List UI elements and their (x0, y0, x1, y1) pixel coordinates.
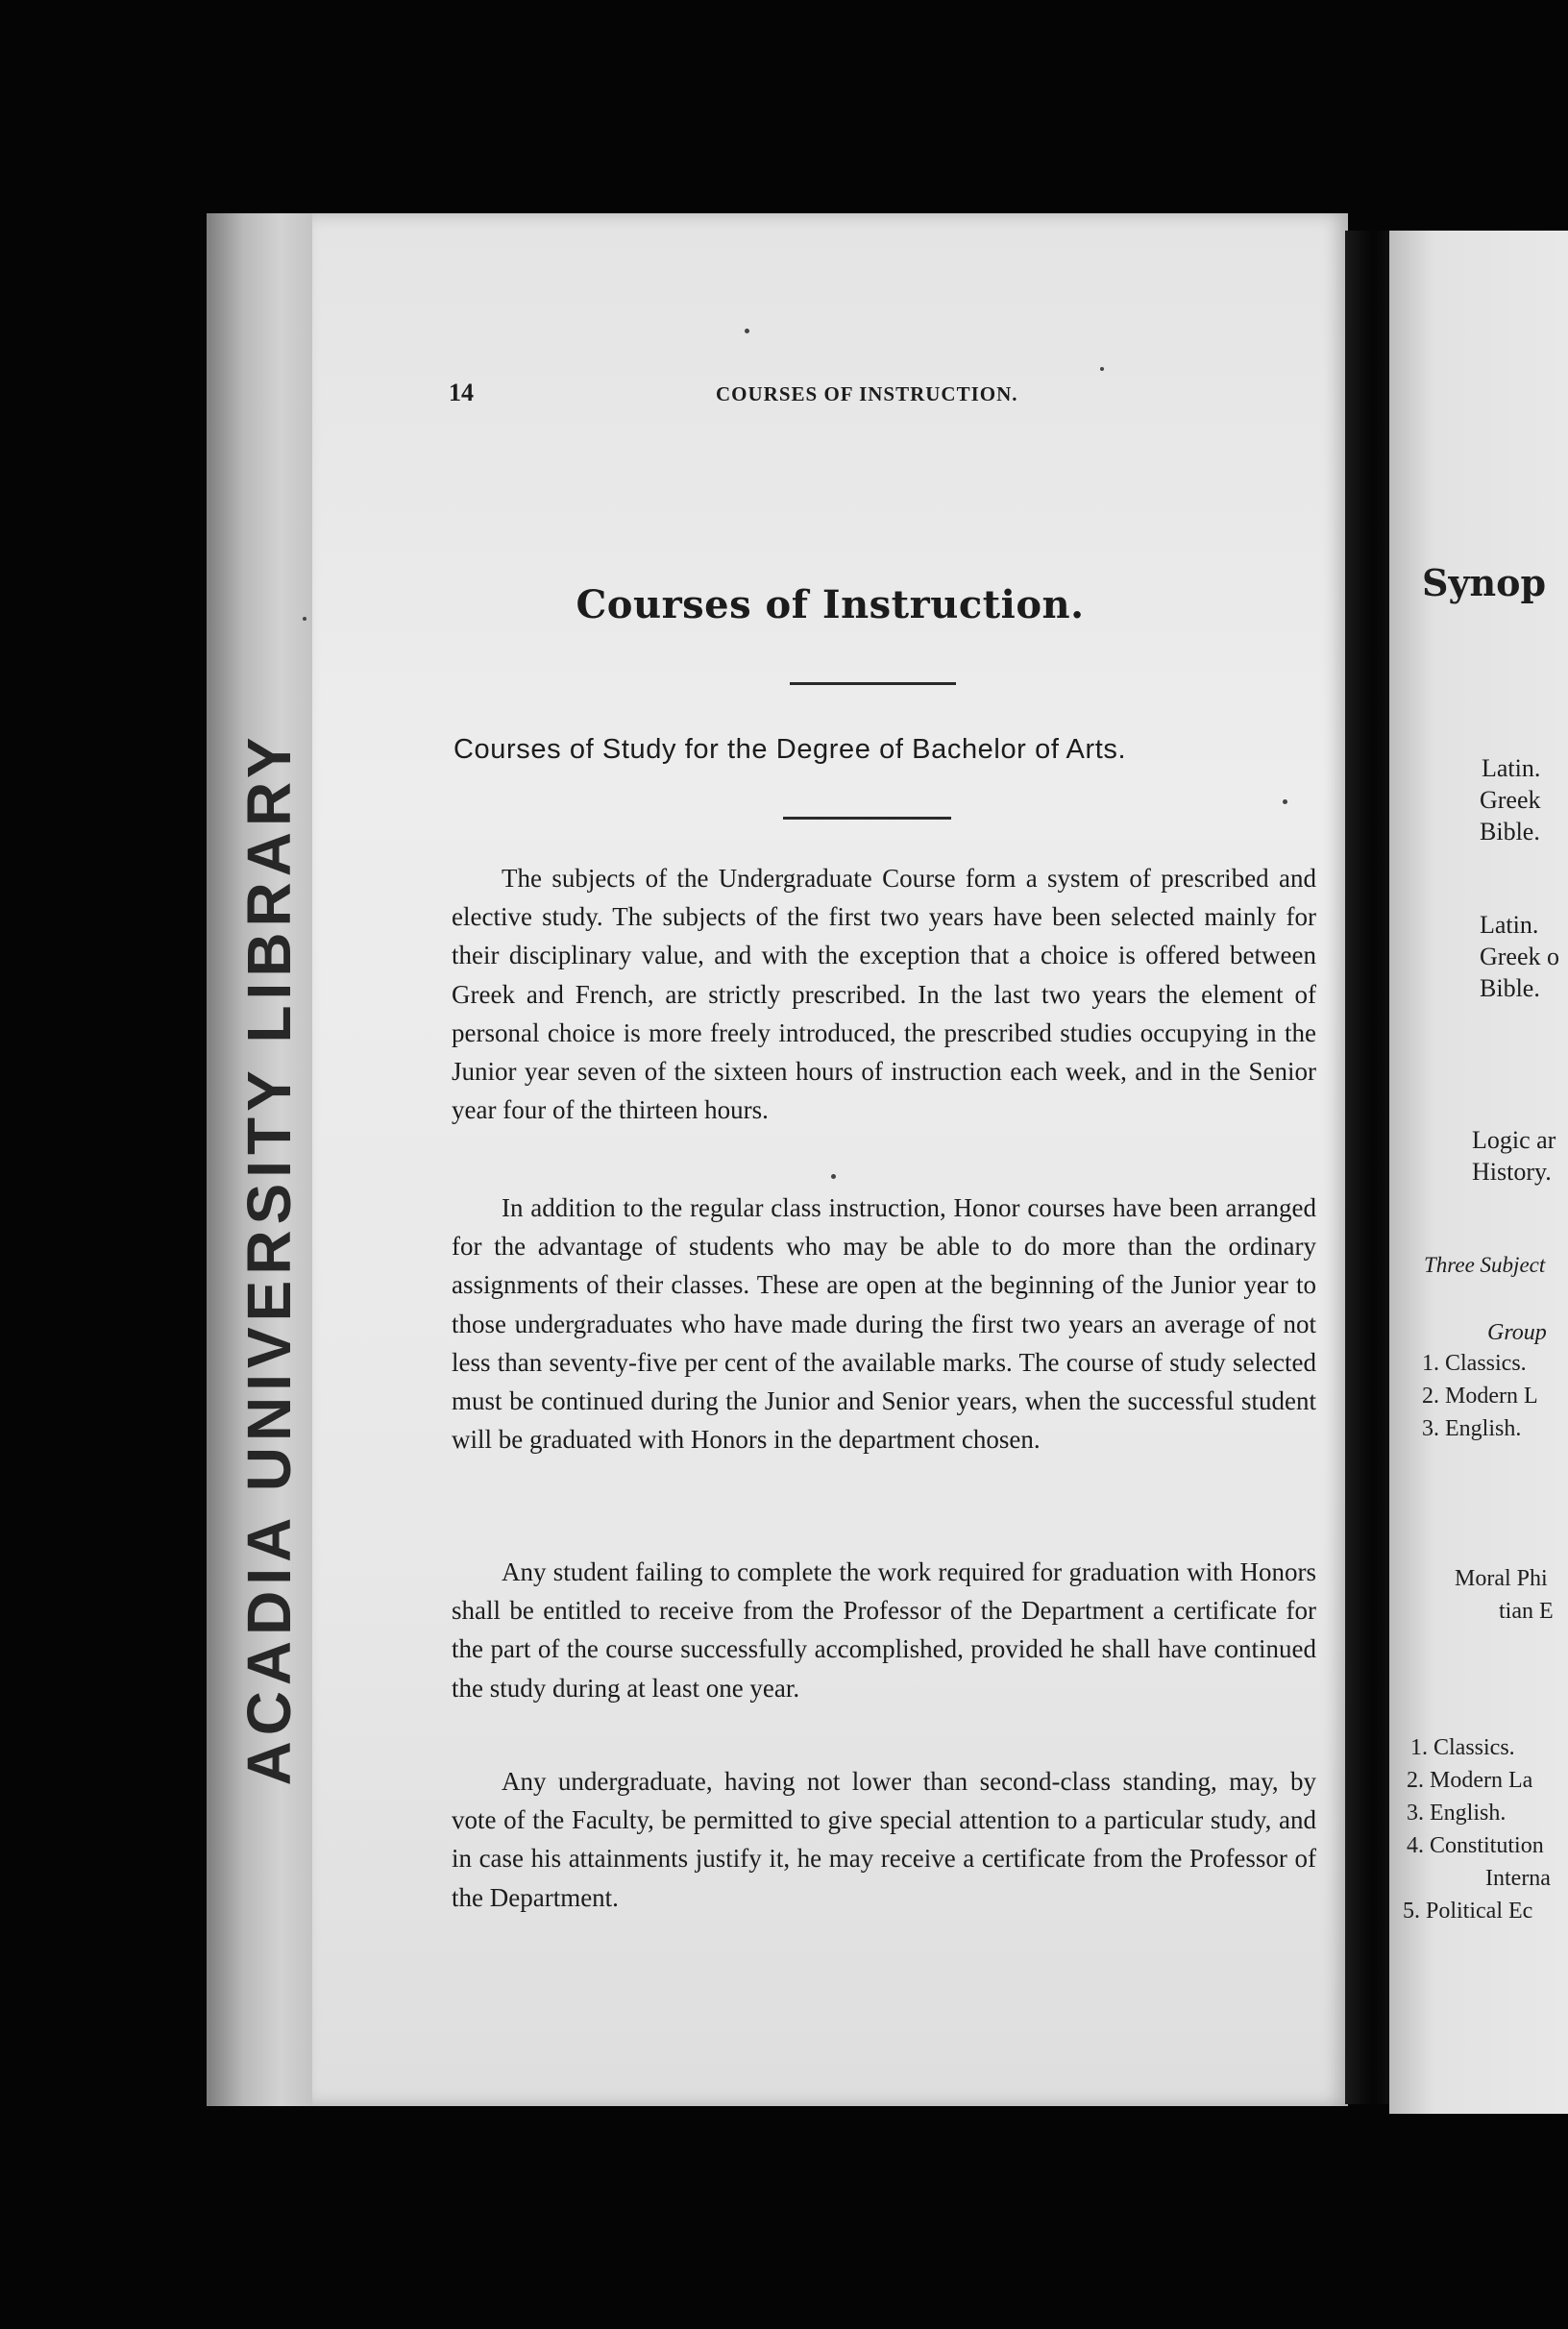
facing-page-line: 3. English. (1407, 1801, 1507, 1826)
facing-page-line: Latin. (1482, 754, 1541, 782)
library-stamp (221, 731, 317, 1786)
facing-page-line: 4. Constitution (1407, 1833, 1544, 1858)
facing-page-heading: Synop (1422, 561, 1547, 604)
section-subtitle: Courses of Study for the Degree of Bachelor of Arts. (453, 734, 1127, 765)
running-head: COURSES OF INSTRUCTION. (716, 382, 1018, 405)
facing-page-line: Logic ar (1472, 1126, 1556, 1154)
paragraph: Any student failing to complete the work required for graduation with Honors shall be entitled to receive from the Professor of the Department a certificate for the part of the course successfully accomplished, provided he shall have continued the study during at least one year. (452, 1557, 1316, 1703)
facing-page-line: Bible. (1480, 974, 1540, 1002)
paragraph: Any undergraduate, having not lower than second-class standing, may, by vote of the Faculty, be permitted to give special attention to a particular study, and in case his attainments justify it, he may receive a certificate from the Professor of the Department. (452, 1767, 1316, 1912)
facing-page-line: Moral Phi (1455, 1566, 1548, 1591)
paper-speck (831, 1174, 836, 1179)
facing-page-line: 1. Classics. (1422, 1351, 1527, 1376)
facing-page-line: 3. English. (1422, 1416, 1522, 1441)
paper-speck (1100, 367, 1104, 371)
paper-speck (1283, 799, 1287, 804)
facing-page-line: 2. Modern L (1422, 1384, 1538, 1409)
book-page (312, 213, 1348, 2106)
facing-page-line: Greek (1480, 786, 1541, 814)
facing-page-line: Group (1487, 1320, 1547, 1345)
paragraph: The subjects of the Undergraduate Course form a system of prescribed and elective study. The subjects of the first two years have been selected mainly for their disciplinary value, and with the exception that a choice is offered between Greek and French, are strictly prescribed. In the last two years the element of personal choice is more freely introduced, the prescribed studies occupying in the Junior year seven of the sixteen hours of instruction each week, and in the Senior year four of the thirteen hours. (452, 864, 1316, 1125)
paper-speck (745, 329, 749, 333)
facing-page-line: 5. Political Ec (1403, 1899, 1533, 1924)
page-number: 14 (449, 379, 474, 406)
facing-page-line: History. (1472, 1158, 1552, 1186)
page-gutter (1345, 231, 1391, 2104)
facing-page-line: tian E (1499, 1599, 1554, 1624)
library-stamp-text: ACADIA UNIVERSITY LIBRARY (234, 731, 304, 1786)
facing-page-line: Latin. (1480, 911, 1539, 939)
title-rule (790, 682, 956, 685)
facing-page-line: 2. Modern La (1407, 1768, 1533, 1793)
paragraph: In addition to the regular class instruction, Honor courses have been arranged for the advantage of students who may be able to do more than the ordinary assignments of their classes. These are open at the beginning of the Junior year to those undergraduates who have made during the first two years an average of not less than seventy-five per cent of the available marks. The course of study selected must be continued during the Junior and Senior years, when the successful student will be graduated with Honors in the department chosen. (452, 1193, 1316, 1455)
paper-speck (303, 617, 306, 621)
facing-page-line: Bible. (1480, 818, 1540, 846)
subtitle-rule (783, 817, 951, 820)
facing-page-line: Three Subject (1424, 1253, 1546, 1277)
facing-page-line: 1. Classics. (1410, 1735, 1515, 1760)
facing-page-line: Interna (1485, 1866, 1551, 1891)
page-title: Courses of Instruction. (576, 582, 1085, 627)
facing-page (1389, 231, 1568, 2114)
facing-page-line: Greek o (1480, 943, 1560, 970)
